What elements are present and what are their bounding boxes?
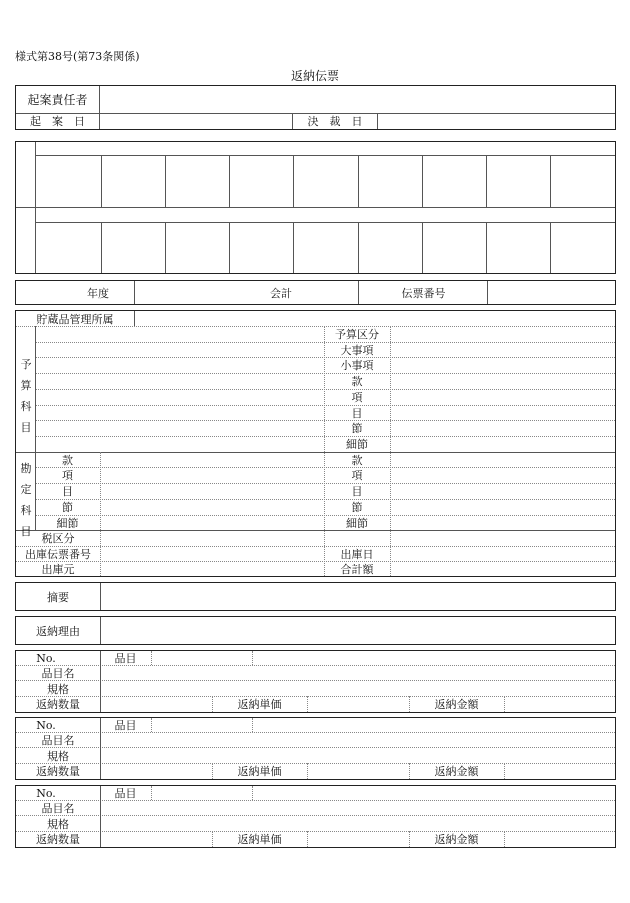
account-kou-label: 項 — [62, 469, 73, 482]
decision-date-field[interactable] — [378, 114, 615, 129]
item-spec-label: 規格 — [47, 683, 69, 696]
fiscal-row — [15, 280, 616, 305]
budget-category-label: 予算区分 — [335, 328, 379, 341]
item-category-label: 品目 — [114, 652, 137, 665]
account-kan-right-label: 款 — [351, 454, 363, 467]
account-setsu-right-label: 節 — [351, 501, 363, 514]
header-box — [15, 85, 616, 130]
return-qty-label: 返納数量 — [36, 833, 80, 846]
item-no-label: No. — [36, 652, 56, 665]
return-qty-label: 返納数量 — [36, 698, 80, 711]
decision-date-label: 決 裁 日 — [307, 115, 363, 128]
draft-date-label: 起 案 日 — [30, 115, 85, 128]
budget-saisetsu-label: 細節 — [346, 438, 368, 451]
issue-source-label: 出庫元 — [41, 563, 75, 576]
return-amount-label: 返納金額 — [434, 765, 479, 778]
page-title: 返納伝票 — [290, 69, 339, 83]
item-name-label: 品目名 — [41, 667, 75, 680]
summary-field[interactable] — [101, 583, 615, 610]
item-block — [15, 717, 616, 780]
issue-voucher-number-label: 出庫伝票番号 — [25, 548, 91, 561]
return-unit-price-label: 返納単価 — [237, 833, 282, 846]
item-category-label: 品目 — [114, 719, 137, 732]
item-block — [15, 785, 616, 848]
total-amount-label: 合計額 — [340, 563, 374, 576]
summary-box — [15, 582, 616, 611]
return-amount-label: 返納金額 — [434, 833, 479, 846]
item-no-label: No. — [36, 719, 56, 732]
return-reason-field[interactable] — [101, 617, 615, 644]
drafter-label: 起案責任者 — [27, 93, 88, 107]
draft-date-field[interactable] — [100, 114, 292, 129]
storage-dept-field[interactable] — [135, 311, 615, 326]
fiscal-year-label: 年度 — [87, 287, 109, 300]
account-moku-right-label: 目 — [351, 485, 363, 498]
account-subject-label: 勘 定 科 目 — [20, 462, 32, 538]
approval-stamp-grid — [15, 141, 616, 274]
voucher-number-label: 伝票番号 — [401, 287, 446, 300]
return-unit-price-label: 返納単価 — [237, 765, 282, 778]
budget-moku-label: 目 — [351, 407, 363, 420]
budget-subject-label: 予 算 科 目 — [20, 358, 32, 434]
budget-kan-label: 款 — [351, 375, 363, 388]
voucher-number-field[interactable] — [488, 281, 615, 304]
item-name-label: 品目名 — [41, 734, 75, 747]
item-spec-label: 規格 — [47, 750, 69, 763]
item-category-label: 品目 — [114, 787, 137, 800]
drafter-field[interactable] — [100, 86, 615, 113]
major-item-label: 大事項 — [340, 344, 374, 357]
budget-setsu-label: 節 — [351, 422, 363, 435]
return-unit-price-label: 返納単価 — [237, 698, 282, 711]
accounting-table — [15, 310, 616, 577]
storage-dept-label: 貯蔵品管理所属 — [36, 313, 114, 326]
item-block — [15, 650, 616, 713]
reason-box — [15, 616, 616, 645]
item-spec-label: 規格 — [47, 818, 69, 831]
budget-kou-label: 項 — [351, 391, 363, 404]
account-saisetsu-label: 細節 — [56, 517, 79, 530]
item-name-label: 品目名 — [41, 802, 75, 815]
account-setsu-label: 節 — [62, 501, 73, 514]
account-moku-label: 目 — [62, 485, 73, 498]
return-qty-label: 返納数量 — [36, 765, 80, 778]
account-saisetsu-right-label: 細節 — [346, 517, 368, 530]
form-reference: 様式第38号(第73条関係) — [15, 50, 140, 63]
account-kan-label: 款 — [62, 454, 73, 467]
item-no-label: No. — [36, 787, 56, 800]
return-amount-label: 返納金額 — [434, 698, 479, 711]
minor-item-label: 小事項 — [340, 359, 374, 372]
summary-label: 摘要 — [47, 591, 69, 604]
account-kou-right-label: 項 — [351, 469, 363, 482]
tax-category-label: 税区分 — [41, 532, 75, 545]
account-label: 会計 — [270, 287, 292, 300]
return-reason-label: 返納理由 — [36, 625, 80, 638]
issue-date-label: 出庫日 — [340, 548, 374, 561]
